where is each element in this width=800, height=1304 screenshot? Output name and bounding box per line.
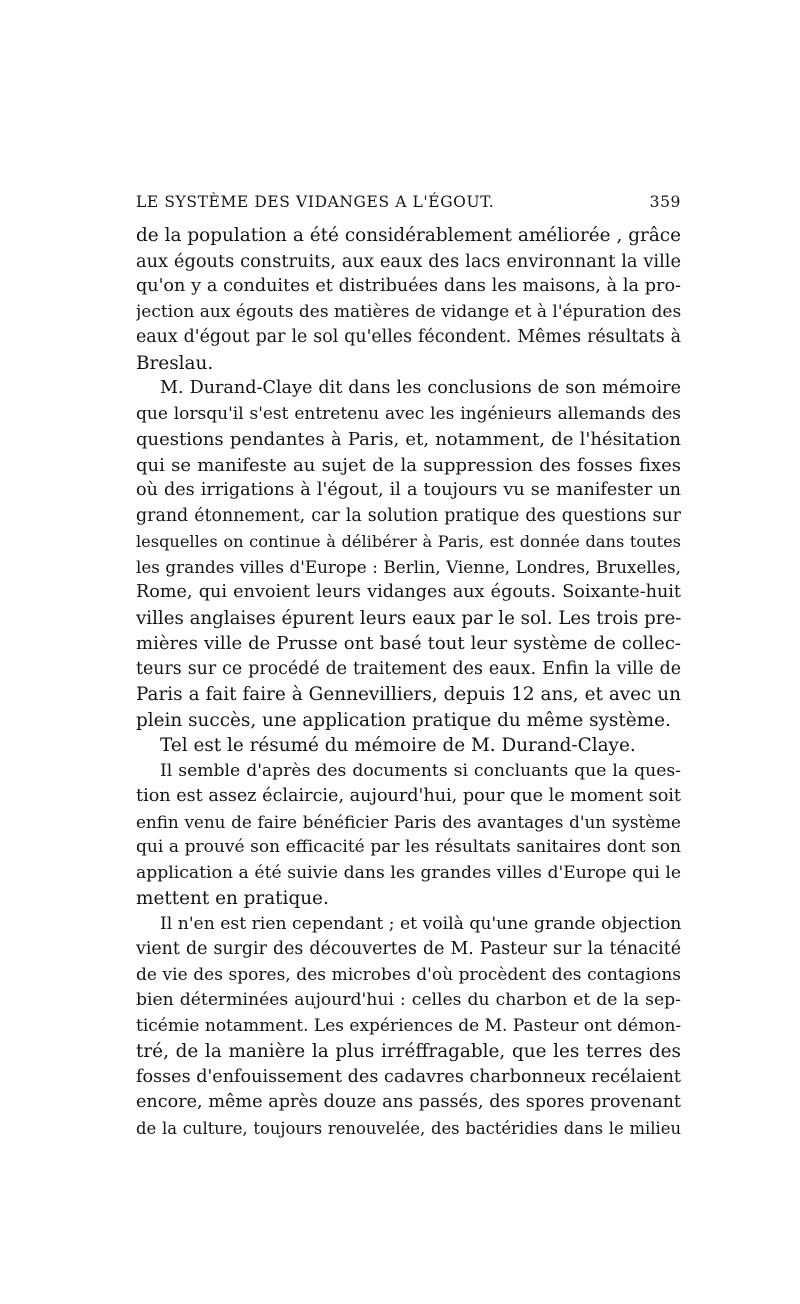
text-line: Il n'en est rien cependant ; et voilà qu'une grande objection bbox=[160, 913, 681, 934]
text-line: application a été suivie dans les grandes villes d'Europe qui le bbox=[136, 862, 681, 883]
text-line: les grandes villes d'Europe : Berlin, Vienne, Londres, Bruxelles, bbox=[136, 556, 681, 577]
text-line: fosses d'enfouissement des cadavres charbonneux recélaient bbox=[136, 1066, 681, 1087]
text-line: vient de surgir des découvertes de M. Pasteur sur la ténacité bbox=[136, 939, 681, 959]
text-line: jection aux égouts des matières de vidange et à l'épuration des bbox=[136, 301, 681, 322]
text-line: M. Durand-Claye dit dans les conclusions de son mémoire bbox=[160, 378, 681, 398]
running-title: LE SYSTÈME DES VIDANGES A L'ÉGOUT. bbox=[136, 193, 495, 211]
text-line: aux égouts construits, aux eaux des lacs environnant la ville bbox=[136, 250, 681, 272]
text-line: qu'on y a conduites et distribuées dans les maisons, à la pro- bbox=[136, 276, 681, 296]
text-line: questions pendantes à Paris, et, notamment, de l'hésitation bbox=[136, 429, 681, 450]
text-line: eaux d'égout par le sol qu'elles fécondent. Mêmes résultats à bbox=[136, 327, 681, 347]
text-line: que lorsqu'il s'est entretenu avec les ingénieurs allemands des bbox=[136, 403, 681, 424]
text-line: lesquelles on continue à délibérer à Paris, est donnée dans toutes bbox=[136, 532, 681, 551]
text-line: de la culture, toujours renouvelée, des bactéridies dans le milieu bbox=[136, 1118, 681, 1138]
text-line: mières ville de Prusse ont basé tout leur système de collec- bbox=[136, 633, 681, 654]
text-line: Tel est le résumé du mémoire de M. Durand-Claye. bbox=[160, 735, 636, 756]
text-line: plein succès, une application pratique du même système. bbox=[136, 709, 671, 731]
page-number: 359 bbox=[649, 193, 681, 211]
running-head bbox=[136, 189, 681, 215]
body-text bbox=[136, 223, 681, 1141]
text-line: ticémie notamment. Les expériences de M. Pasteur ont démon- bbox=[136, 1015, 681, 1036]
text-line: Breslau. bbox=[136, 352, 214, 374]
text-line: bien déterminées aujourd'hui : celles du charbon et de la sep- bbox=[136, 990, 681, 1010]
text-line: Rome, qui envoient leurs vidanges aux égouts. Soixante-huit bbox=[136, 582, 681, 602]
text-line: de la population a été considérablement améliorée , grâce bbox=[136, 225, 681, 246]
text-line: de vie des spores, des microbes d'où procèdent des contagions bbox=[136, 964, 681, 985]
text-line: Paris a fait faire à Gennevilliers, depuis 12 ans, et avec un bbox=[136, 684, 681, 705]
text-line: qui se manifeste au sujet de la suppression des fosses fixes bbox=[136, 454, 681, 476]
text-line: tion est assez éclaircie, aujourd'hui, pour que le moment soit bbox=[136, 786, 681, 806]
text-line: encore, même après douze ans passés, des spores provenant bbox=[136, 1092, 681, 1112]
text-line: villes anglaises épurent leurs eaux par le sol. Les trois pre- bbox=[136, 607, 681, 629]
text-line: tré, de la manière la plus irréffragable, que les terres des bbox=[136, 1041, 681, 1062]
text-line: enfin venu de faire bénéficier Paris des avantages d'un système bbox=[136, 811, 681, 832]
text-line: Il semble d'après des documents si concluants que la ques- bbox=[160, 760, 681, 781]
text-line: teurs sur ce procédé de traitement des eaux. Enfin la ville de bbox=[136, 658, 681, 679]
text-line: qui a prouvé son efficacité par les résultats sanitaires dont son bbox=[136, 837, 681, 857]
text-line: grand étonnement, car la solution pratique des questions sur bbox=[136, 505, 681, 526]
text-line: mettent en pratique. bbox=[136, 888, 329, 909]
text-line: où des irrigations à l'égout, il a toujours vu se manifester un bbox=[136, 480, 681, 500]
